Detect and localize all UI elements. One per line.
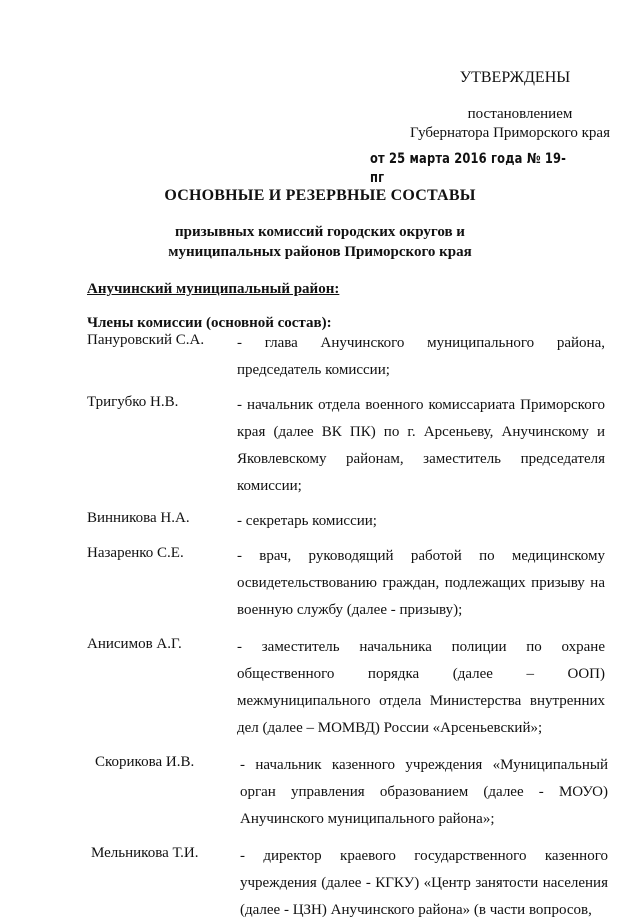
member-name: Пануровский С.А. [87, 332, 205, 348]
members-list [0, 330, 640, 924]
document-title: ОСНОВНЫЕ И РЕЗЕРВНЫЕ СОСТАВЫ [164, 187, 476, 204]
members-heading: Члены комиссии (основной состав): [87, 315, 332, 331]
member-description: - секретарь комиссии; [237, 513, 377, 529]
member-entry [0, 392, 640, 500]
member-name: Назаренко С.Е. [87, 545, 184, 561]
member-description: - директор краевого государственного казенного учреждения (далее - КГКУ) «Центр занятости населения (далее - ЦЗН) Анучинского района» (в части вопросов, [240, 848, 608, 918]
approval-block [370, 68, 620, 188]
member-name: Мельникова Т.И. [91, 845, 199, 861]
approval-heading: УТВЕРЖДЕНЫ [459, 69, 571, 86]
member-description: - врач, руководящий работой по медицинскому освидетельствованию граждан, подлежащих призыву на военную службу (далее - призыву); [237, 548, 605, 618]
member-description: - начальник отдела военного комиссариата Приморского края (далее ВК ПК) по г. Арсеньеву, Анучинскому и Яковлевскому районам, заместитель председателя комиссии; [237, 397, 605, 494]
member-name: Анисимов А.Г. [87, 636, 182, 652]
member-name: Тригубко Н.В. [87, 394, 179, 410]
approval-authority-line: Губернатора Приморского края [410, 125, 610, 141]
member-entry [0, 543, 640, 624]
member-description: - начальник казенного учреждения «Муниципальный орган управления образованием (далее - МОУО) Анучинского муниципального района»; [240, 757, 608, 827]
approval-decree-line: постановлением [467, 106, 573, 122]
district-heading: Анучинский муниципальный район: [87, 281, 340, 297]
member-entry [0, 634, 640, 742]
approval-date-number-line: от 25 марта 2016 года № 19-пг [370, 151, 567, 186]
member-description: - заместитель начальника полиции по охране общественного порядка (далее – ООП) межмуниципального отдела Министерства внутренних дел (далее – МОМВД) России «Арсеньевский»; [237, 639, 605, 736]
member-entry [0, 752, 640, 833]
document-subtitle [0, 222, 640, 262]
member-entry [0, 843, 640, 924]
subtitle-line-2: муниципальных районов Приморского края [168, 244, 472, 260]
member-entry [0, 508, 640, 535]
member-description: - глава Анучинского муниципального района, председатель комиссии; [237, 335, 605, 378]
member-name: Скорикова И.В. [95, 754, 195, 770]
subtitle-line-1: призывных комиссий городских округов и [175, 224, 465, 240]
member-entry [0, 330, 640, 384]
member-name: Винникова Н.А. [87, 510, 190, 526]
